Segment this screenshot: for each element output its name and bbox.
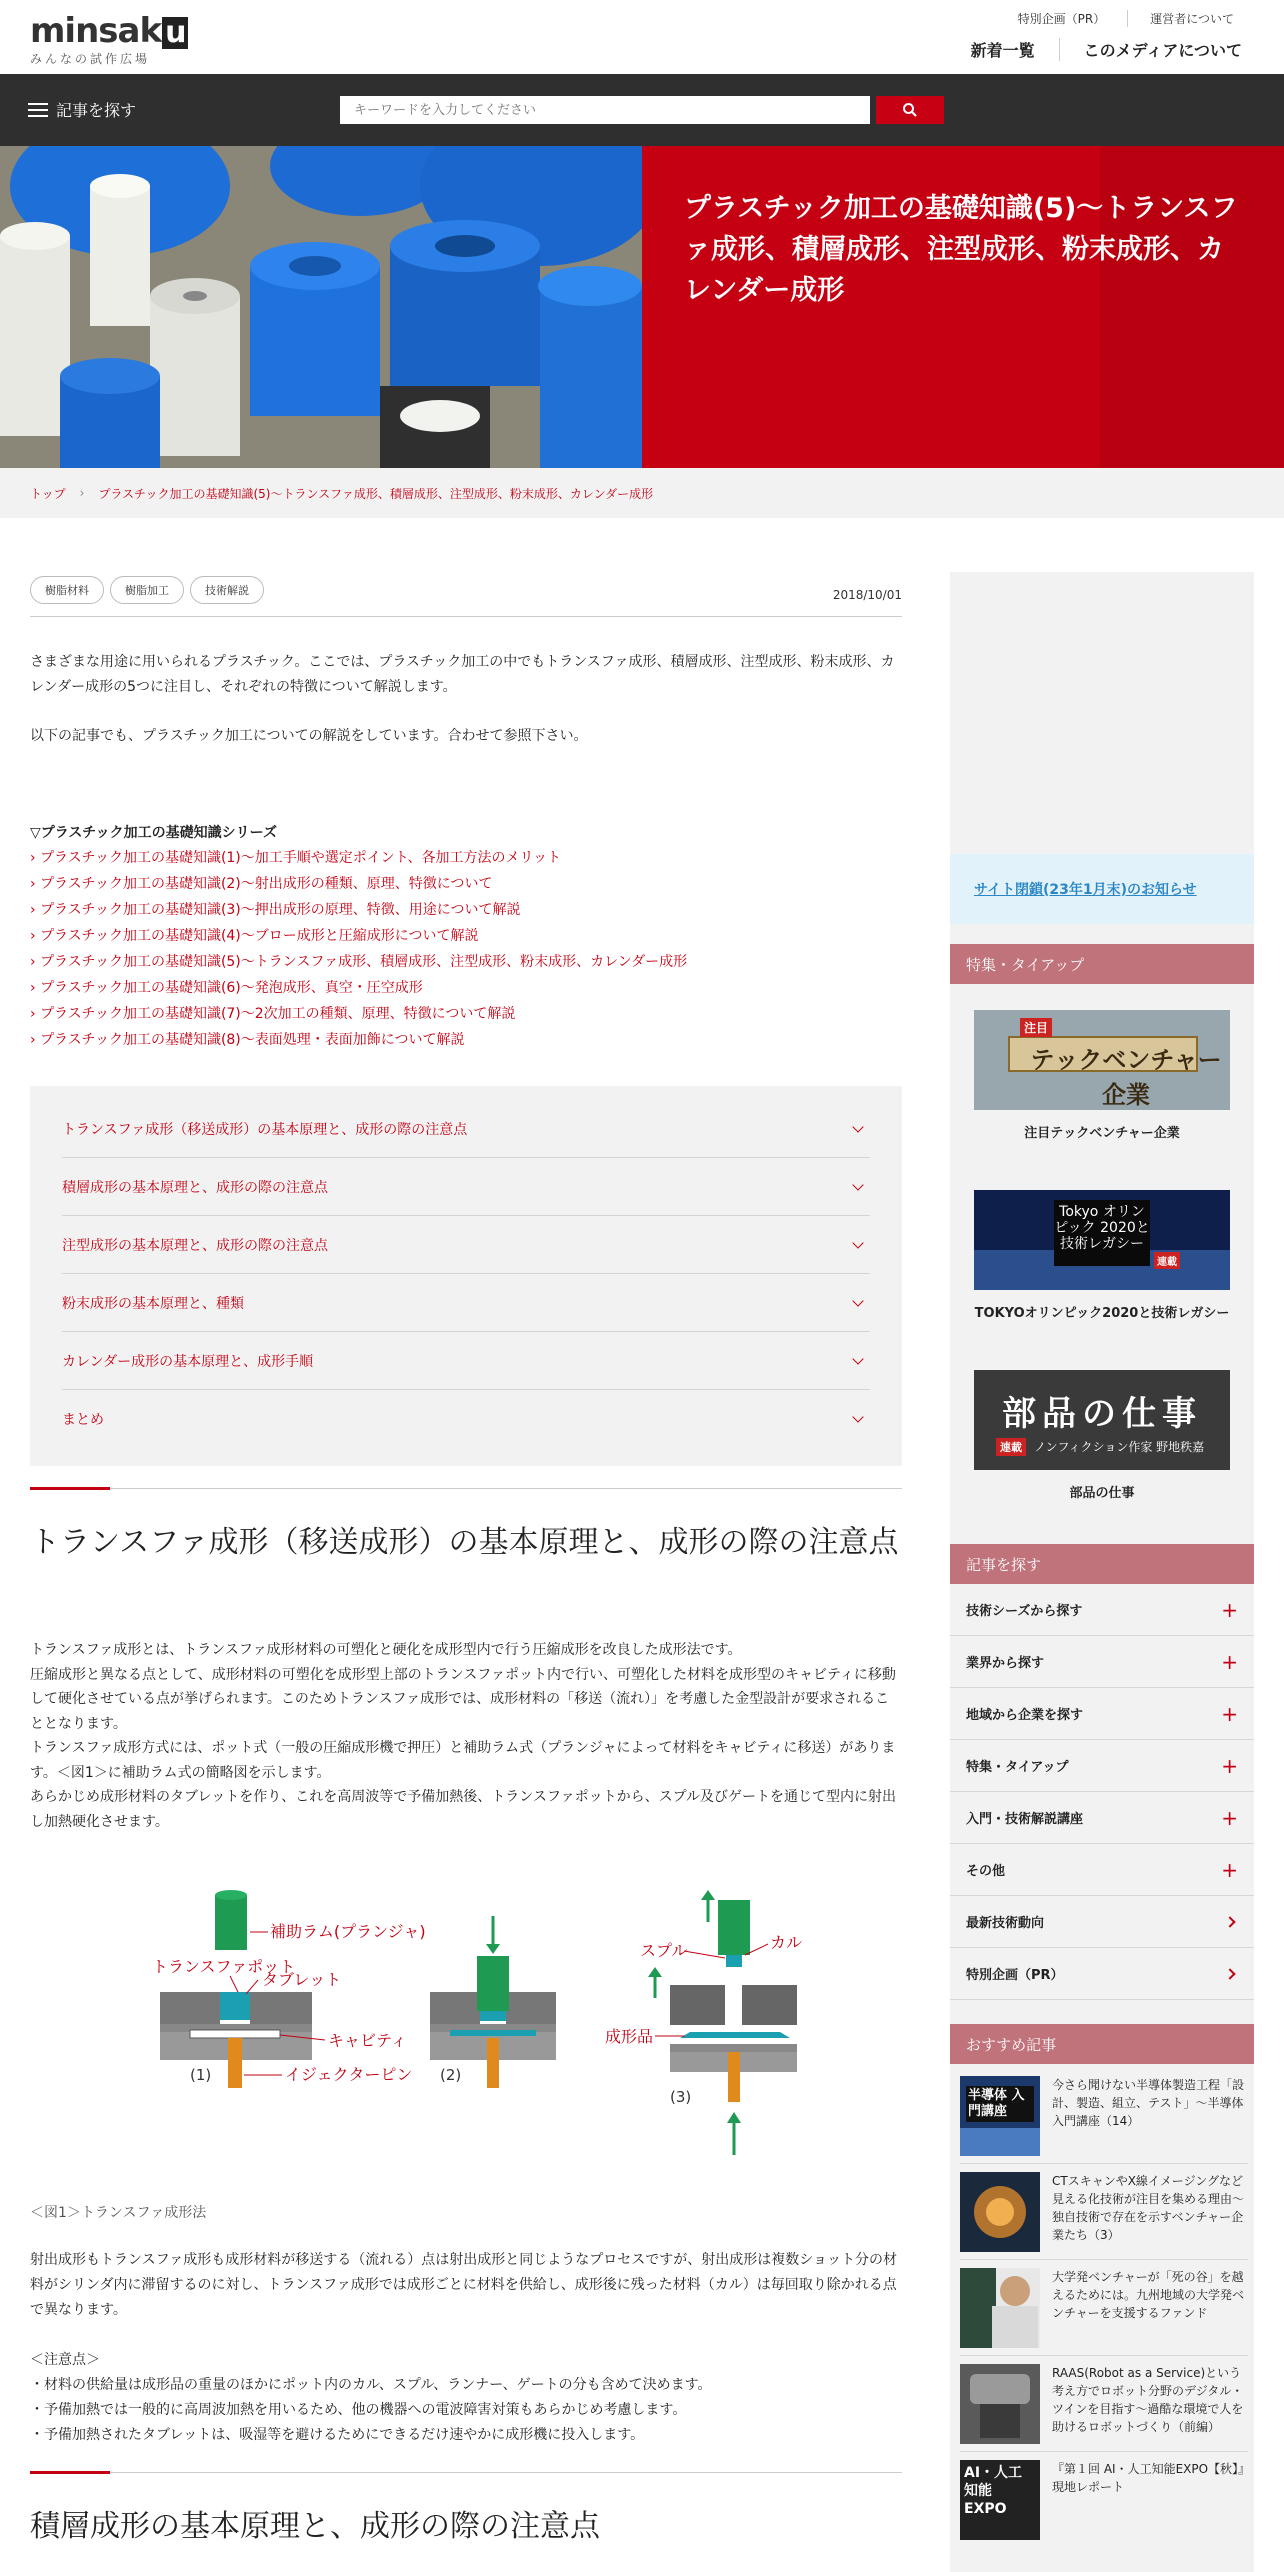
recommended-title: CTスキャンやX線イメージングなど見える化技術が注目を集める理由〜独自技術で存在を示すベンチャー企業たち（3） <box>1052 2174 1245 2242</box>
recommended-title: 『第１回 AI・人工知能EXPO【秋】』現地レポート <box>1052 2462 1245 2494</box>
main-nav <box>947 38 1242 61</box>
figure-label: 補助ラム(プランジャ) <box>270 1922 426 1941</box>
figure-label: カル <box>770 1933 803 1952</box>
toc-label: 粉末成形の基本原理と、種類 <box>62 1295 244 1312</box>
search-menu-label: 業界から探す <box>966 1656 1045 1671</box>
note-item: ・材料の供給量は成形品の重量のほかにポット内のカル、スプル、ランナー、ゲートの分も含めて決めます。 <box>30 2377 712 2393</box>
sidebar-heading: 特集・タイアップ <box>950 944 1254 984</box>
feature-image-text: 部品の仕事 <box>1002 1394 1202 1434</box>
recommended-thumb <box>960 2172 1040 2252</box>
series-link[interactable]: › プラスチック加工の基礎知識(4)～ブロー成形と圧縮成形について解説 <box>30 923 902 949</box>
feature-label: 注目テックベンチャー企業 <box>1024 1126 1180 1141</box>
site-logo[interactable] <box>30 11 188 67</box>
feature-card[interactable] <box>974 1010 1230 1141</box>
search-menu-label: その他 <box>966 1864 1006 1879</box>
recommended-item[interactable] <box>960 2452 1248 2548</box>
toc-item[interactable] <box>62 1274 870 1332</box>
recommended-item[interactable] <box>960 2068 1248 2164</box>
toc-label: まとめ <box>62 1412 104 1428</box>
notes-heading: ＜注意点＞ <box>30 2352 100 2368</box>
recommended-title: 今さら聞けない半導体製造工程「設計、製造、組立、テスト」〜半導体入門講座（14） <box>1052 2078 1245 2128</box>
figure-label: 成形品 <box>605 2027 654 2046</box>
search-bar <box>0 74 1284 146</box>
publish-date: 2018/10/01 <box>832 588 902 602</box>
feature-card[interactable] <box>974 1370 1230 1501</box>
recommended-thumb <box>960 2460 1040 2540</box>
figure-caption: ＜図1＞トランスファ成形法 <box>30 2205 207 2221</box>
logo-u: u <box>162 17 188 49</box>
thumb-text: AI・人工知能 EXPO <box>964 2465 1023 2517</box>
plus-icon: + <box>1221 1805 1238 1830</box>
sidebar-heading: 記事を探す <box>950 1544 1254 1584</box>
search-menu-item[interactable] <box>950 1740 1254 1792</box>
tag-list <box>30 576 264 604</box>
body-line: あらかじめ成形材料のタブレットを作り、これを高周波等で予備加熱後、トランスファポットから、スプル及びゲートを通じて型内に射出し加熱硬化させます。 <box>30 1789 897 1830</box>
figure-label: キャビティ <box>328 2031 407 2050</box>
tag[interactable]: 技術解説 <box>190 576 264 604</box>
chevron-down-icon <box>852 1295 863 1306</box>
series-link[interactable]: › プラスチック加工の基礎知識(6)～発泡成形、真空・圧空成形 <box>30 975 902 1001</box>
feature-image <box>974 1190 1230 1290</box>
body-line: トランスファ成形とは、トランスファ成形材料の可塑化と硬化を成形型内で行う圧縮成形を改良した成形法です。 <box>30 1642 742 1658</box>
toc-item[interactable] <box>62 1390 870 1448</box>
search-button[interactable] <box>876 96 944 124</box>
breadcrumb <box>0 468 1284 518</box>
sidebar <box>950 572 1254 2572</box>
series-link[interactable]: › プラスチック加工の基礎知識(1)～加工手順や選定ポイント、各加工方法のメリット <box>30 845 902 871</box>
feature-badge: 注目 <box>1020 1018 1052 1037</box>
series-link[interactable]: › プラスチック加工の基礎知識(5)～トランスファ成形、積層成形、注型成形、粉末成形、カレンダー成形 <box>30 949 902 975</box>
note-item: ・予備加熱されたタブレットは、吸湿等を避けるためにできるだけ速やかに成形機に投入します。 <box>30 2427 645 2443</box>
feature-card[interactable] <box>974 1190 1230 1321</box>
breadcrumb-home[interactable]: トップ <box>30 486 66 501</box>
site-header <box>0 0 1284 74</box>
search-menu-label: 特別企画（PR） <box>966 1968 1064 1983</box>
search-menu-item[interactable] <box>950 1688 1254 1740</box>
series-link[interactable]: › プラスチック加工の基礎知識(8)〜表面処理・表面加飾について解説 <box>30 1027 902 1053</box>
feature-badge: 連載 <box>996 1438 1026 1456</box>
toc-label: 積層成形の基本原理と、成形の際の注意点 <box>62 1179 328 1196</box>
chevron-down-icon <box>852 1411 863 1422</box>
recommended-item[interactable] <box>960 2356 1248 2452</box>
section-divider <box>30 1488 902 1489</box>
figure-ram <box>215 1895 247 1950</box>
search-menu-item[interactable] <box>950 1636 1254 1688</box>
browse-label: 記事を探す <box>56 101 137 120</box>
transfer-molding-figure <box>150 1880 830 2180</box>
chevron-right-icon: › <box>79 486 85 500</box>
feature-image-text: Tokyo オリンピック 2020と 技術レガシー <box>1054 1200 1150 1266</box>
hero-title: プラスチック加工の基礎知識(5)～トランスファ成形、積層成形、注型成形、粉末成形、カレンダー成形 <box>684 193 1238 306</box>
search-menu-label: 技術シーズから探す <box>966 1604 1083 1619</box>
body-line: 圧縮成形と異なる点として、成形材料の可塑化を成形型上部のトランスファポット内で行い、可塑化した材料を成形型のキャビティに移動して硬化させている点が挙げられます。このためトランスファ成形では、成形材料の「移送（流れ）」を考慮した金型設計が要求されることとなります。 <box>30 1666 896 1732</box>
plus-icon: + <box>1221 1701 1238 1726</box>
figure-label: スプル <box>640 1941 688 1960</box>
divider <box>30 616 902 617</box>
toc-item[interactable] <box>62 1100 870 1158</box>
top-link-special[interactable]: 特別企画（PR） <box>996 10 1129 27</box>
search-menu-item[interactable] <box>950 1584 1254 1636</box>
figure-label: イジェクターピン <box>285 2065 413 2084</box>
notice-link[interactable]: サイト閉鎖(23年1月末)のお知らせ <box>950 854 1254 924</box>
feature-image-subtext: ノンフィクション作家 野地秩嘉 <box>1034 1440 1205 1454</box>
chevron-down-icon <box>852 1353 863 1364</box>
sidebar-heading: おすすめ記事 <box>950 2024 1254 2064</box>
search-menu-label: 地域から企業を探す <box>966 1708 1084 1723</box>
breadcrumb-current[interactable]: プラスチック加工の基礎知識(5)～トランスファ成形、積層成形、注型成形、粉末成形、カレンダー成形 <box>98 486 654 501</box>
search-menu-label: 入門・技術解説講座 <box>966 1812 1084 1827</box>
toc-label: 注型成形の基本原理と、成形の際の注意点 <box>62 1237 328 1254</box>
nav-media[interactable]: このメディアについて <box>1083 41 1242 60</box>
recommended-item[interactable] <box>960 2164 1248 2260</box>
recommended-title: RAAS(Robot as a Service)という考え方でロボット分野のデジタル・ツインを目指す〜過酷な環境で人を助けるロボットづくり（前編） <box>1052 2366 1244 2434</box>
chevron-down-icon <box>852 1237 863 1248</box>
logo-text: minsak <box>30 11 162 51</box>
feature-image <box>974 1010 1230 1110</box>
tag[interactable]: 樹脂材料 <box>30 576 104 604</box>
intro-note: 以下の記事でも、プラスチック加工についての解説をしています。合わせて参照下さい。 <box>30 728 588 744</box>
series-link[interactable]: › プラスチック加工の基礎知識(3)～押出成形の原理、特徴、用途について解説 <box>30 897 902 923</box>
menu-icon <box>28 103 48 117</box>
section-body <box>30 1638 902 1834</box>
figure-step: (1) <box>190 2066 212 2084</box>
search-menu-item[interactable] <box>950 1792 1254 1844</box>
browse-articles-button[interactable] <box>28 98 136 121</box>
chevron-right-icon <box>1224 1968 1235 1979</box>
chevron-right-icon <box>1224 1916 1235 1927</box>
plus-icon: + <box>1221 1649 1238 1674</box>
feature-badge: 連載 <box>1154 1252 1180 1269</box>
recommended-thumb <box>960 2268 1040 2348</box>
figure-label: トランスファポット <box>152 1957 296 1976</box>
section-divider <box>30 2472 902 2473</box>
intro-paragraph: さまざまな用途に用いられるプラスチック。ここでは、プラスチック加工の中でもトランスファ成形、積層成形、注型成形、粉末成形、カレンダー成形の5つに注目し、それぞれの特徴について解説します。 <box>30 654 895 695</box>
feature-image <box>974 1370 1230 1470</box>
chevron-down-icon <box>852 1179 863 1190</box>
hero-photo <box>0 146 642 468</box>
chevron-down-icon <box>852 1121 863 1132</box>
search-menu-label: 特集・タイアップ <box>966 1760 1069 1775</box>
series-list <box>30 822 902 1053</box>
feature-image-text: テックベンチャー企業 <box>1030 1045 1222 1109</box>
search-menu-label: 最新技術動向 <box>966 1916 1045 1931</box>
table-of-contents <box>30 1086 902 1466</box>
figure-label: タブレット <box>262 1970 342 1989</box>
note-item: ・予備加熱では一般的に高周波加熱を用いるため、他の機器への電波障害対策もあらかじめ考慮します。 <box>30 2402 687 2418</box>
series-link[interactable]: › プラスチック加工の基礎知識(7)～2次加工の種類、原理、特徴について解説 <box>30 1001 902 1027</box>
notes <box>30 2348 902 2448</box>
search-menu-item[interactable] <box>950 1844 1254 1896</box>
recommended-title: 大学発ベンチャーが「死の谷」を越えるためには。九州地域の大学発ベンチャーを支援するファンド <box>1052 2270 1245 2320</box>
plus-icon: + <box>1221 1857 1238 1882</box>
series-link[interactable]: › プラスチック加工の基礎知識(2)～射出成形の種類、原理、特徴について <box>30 871 902 897</box>
search-menu-item[interactable] <box>950 1948 1254 2000</box>
toc-item[interactable] <box>62 1216 870 1274</box>
top-links <box>996 10 1234 27</box>
series-heading: ▽プラスチック加工の基礎知識シリーズ <box>30 825 277 841</box>
nav-new[interactable]: 新着一覧 <box>947 38 1060 61</box>
toc-label: カレンダー成形の基本原理と、成形手順 <box>62 1353 314 1370</box>
body-line: トランスファ成形方式には、ポット式（一般の圧縮成形機で押圧）と補助ラム式（プランジャによって材料をキャビティに移送）があります。＜図1＞に補助ラム式の簡略図を示します。 <box>30 1740 896 1781</box>
search-icon <box>902 102 918 118</box>
plus-icon: + <box>1221 1753 1238 1778</box>
section-title: トランスファ成形（移送成形）の基本原理と、成形の際の注意点 <box>30 1525 899 1560</box>
toc-item[interactable] <box>62 1158 870 1216</box>
feature-label: 部品の仕事 <box>1069 1486 1135 1501</box>
logo-tagline: みんなの試作広場 <box>30 52 151 66</box>
figure-step: (2) <box>440 2066 462 2084</box>
figure-step: (3) <box>670 2088 692 2106</box>
keyword-input[interactable] <box>340 96 870 124</box>
section-body-2: 射出成形もトランスファ成形も成形材料が移送する（流れる）点は射出成形と同じようなプロセスですが、射出成形は複数ショット分の材料がシリンダ内に滞留するのに対し、トランスファ成形では成形ごとに材料を供給し、成形後に残った材料（カル）は毎回取り除かれる点で異なります。 <box>30 2252 898 2318</box>
search-menu-item[interactable] <box>950 1896 1254 1948</box>
tag[interactable]: 樹脂加工 <box>110 576 184 604</box>
toc-item[interactable] <box>62 1332 870 1390</box>
hero <box>0 146 1284 468</box>
top-link-about[interactable]: 運営者について <box>1150 12 1234 26</box>
toc-label: トランスファ成形（移送成形）の基本原理と、成形の際の注意点 <box>62 1121 468 1138</box>
recommended-thumb <box>960 2076 1040 2156</box>
feature-label: TOKYOオリンピック2020と技術レガシー <box>974 1306 1230 1321</box>
recommended-thumb <box>960 2364 1040 2444</box>
section-title: 積層成形の基本原理と、成形の際の注意点 <box>30 2509 600 2544</box>
recommended-item[interactable] <box>960 2260 1248 2356</box>
thumb-text: 半導体 入門講座 <box>966 2086 1034 2122</box>
plus-icon: + <box>1221 1597 1238 1622</box>
